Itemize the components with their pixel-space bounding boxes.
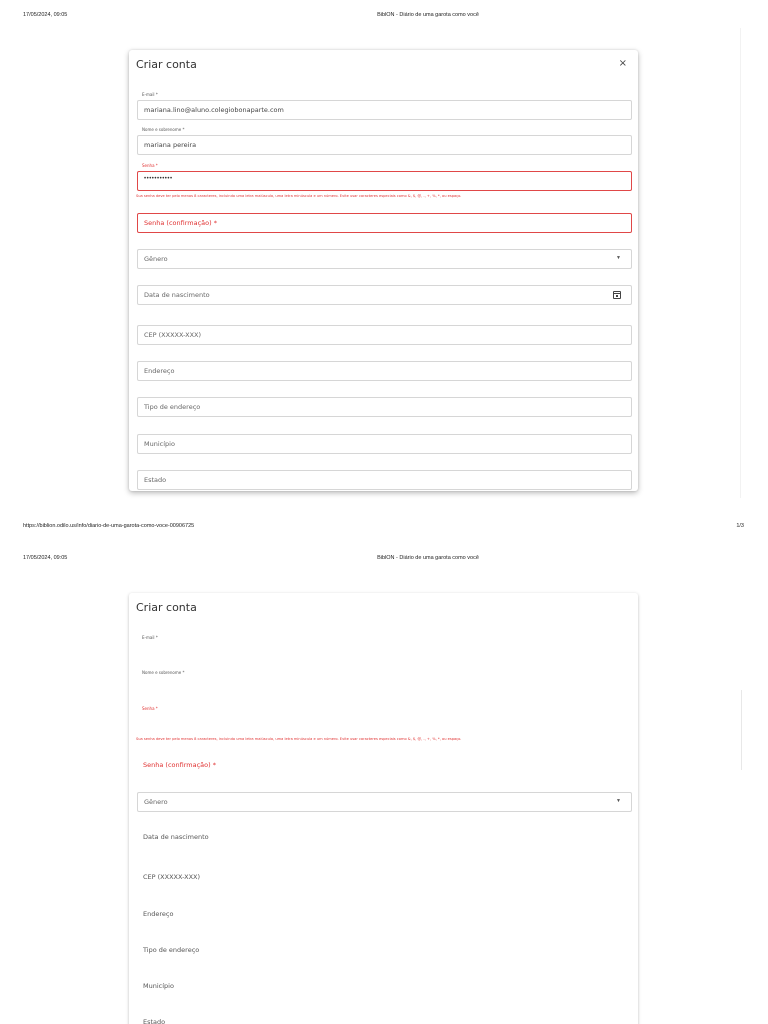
email-label: E-mail * — [142, 92, 158, 97]
password-label: Senha * — [142, 163, 158, 168]
city-field[interactable] — [137, 434, 632, 454]
cep-placeholder: CEP (XXXXX-XXX) — [144, 331, 202, 339]
cep-field[interactable] — [137, 325, 632, 345]
close-icon[interactable]: × — [618, 58, 627, 69]
address-field[interactable] — [137, 361, 632, 381]
gender-placeholder: Gênero — [144, 798, 168, 806]
create-account-modal — [129, 50, 638, 491]
email-label: E-mail * — [142, 635, 158, 640]
address-type-field[interactable] — [137, 397, 632, 417]
name-label: Nome e sobrenome * — [142, 127, 185, 132]
password-helper-text: Sua senha deve ter pelo menos 8 caracteres, incluindo uma letra maiúscula, uma letra minúscula e um número. Evite usar caracteres especiais como &, $, @, -, +, %, *, ou espaço. — [136, 737, 462, 741]
city-placeholder[interactable]: Município — [143, 982, 174, 990]
calendar-icon[interactable] — [613, 291, 621, 299]
password-field[interactable] — [137, 171, 632, 191]
state-placeholder: Estado — [144, 476, 167, 484]
password-label: Senha * — [142, 706, 158, 711]
email-field[interactable] — [137, 100, 632, 120]
cep-placeholder[interactable]: CEP (XXXXX-XXX) — [143, 873, 201, 881]
print-footer-page: 1/3 — [736, 523, 744, 529]
print-header-title: BiblON - Diário de uma garota como você — [377, 555, 479, 561]
print-page-2 — [0, 543, 768, 1024]
gender-placeholder: Gênero — [144, 255, 168, 263]
password-confirm-placeholder: Senha (confirmação) * — [144, 219, 217, 227]
state-placeholder[interactable]: Estado — [143, 1018, 166, 1024]
modal-title: Criar conta — [136, 601, 197, 614]
gender-select[interactable] — [137, 249, 632, 269]
password-helper-text: Sua senha deve ter pelo menos 8 caracteres, incluindo uma letra maiúscula, uma letra minúscula e um número. Evite usar caracteres especiais como &, $, @, -, +, %, *, ou espaço. — [136, 194, 462, 198]
birthdate-field[interactable] — [137, 285, 632, 305]
create-account-modal — [129, 593, 638, 1024]
password-value: ••••••••••• — [144, 176, 173, 182]
state-field[interactable] — [137, 470, 632, 490]
name-field[interactable] — [137, 135, 632, 155]
modal-title: Criar conta — [136, 58, 197, 71]
city-placeholder: Município — [144, 440, 175, 448]
password-confirm-field[interactable] — [137, 213, 632, 233]
birthdate-placeholder: Data de nascimento — [144, 291, 210, 299]
name-value: mariana pereira — [144, 141, 197, 149]
email-value: mariana.lino@aluno.colegiobonaparte.com — [144, 106, 284, 114]
background-edge — [740, 28, 741, 498]
print-header-datetime: 17/05/2024, 09:05 — [23, 555, 68, 561]
chevron-down-icon: ▼ — [616, 255, 621, 261]
print-header-datetime: 17/05/2024, 09:05 — [23, 12, 68, 18]
chevron-down-icon: ▼ — [616, 798, 621, 804]
password-confirm-placeholder[interactable]: Senha (confirmação) * — [143, 761, 216, 769]
address-placeholder[interactable]: Endereço — [143, 910, 174, 918]
address-type-placeholder: Tipo de endereço — [144, 403, 201, 411]
print-header-title: BiblON - Diário de uma garota como você — [377, 12, 479, 18]
gender-select[interactable] — [137, 792, 632, 812]
address-type-placeholder[interactable]: Tipo de endereço — [143, 946, 200, 954]
address-placeholder: Endereço — [144, 367, 175, 375]
name-label: Nome e sobrenome * — [142, 670, 185, 675]
print-footer-url: https://biblion.odilo.us/info/diario-de-uma-garota-como-voce-00906725 — [23, 523, 195, 529]
birthdate-placeholder[interactable]: Data de nascimento — [143, 833, 209, 841]
scrollbar-track[interactable] — [741, 690, 742, 770]
